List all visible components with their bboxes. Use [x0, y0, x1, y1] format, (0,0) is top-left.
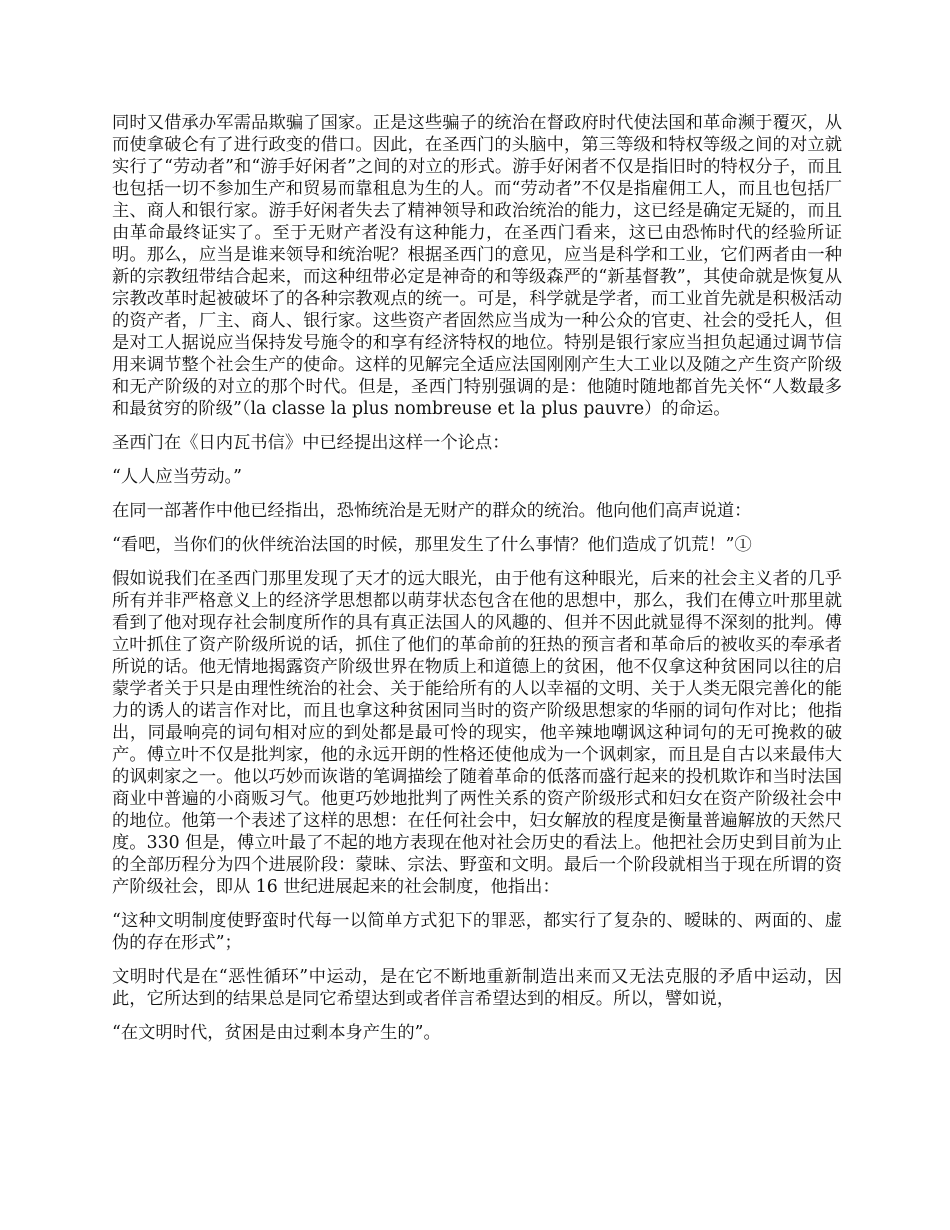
paragraph-fourier-critique: 假如说我们在圣西门那里发现了天才的远大眼光，由于他有这种眼光，后来的社会主义者的几乎所有并非严格意义上的经济学思想都以萌芽状态包含在他的思想中，那么，我们在傅立叶那里就看到了他对现存社会制度所作的具有真正法国人的风趣的、但并不因此就显得不深刻的批判。傅立叶抓住了资产阶级所说的话，抓住了他们的革命前的狂热的预言者和革命后的被收买的奉承者所说的话。他无情地揭露资产阶级世界在物质上和道德上的贫困，他不仅拿这种贫困同以往的启蒙学者关于只是由理性统治的社会、关于能给所有的人以幸福的文明、关于人类无限完善化的能力的诱人的诺言作对比，而且也拿这种贫困同当时的资产阶级思想家的华丽的词句作对比；他指出，同最响亮的词句相对应的到处都是最可怜的现实，他辛辣地嘲讽这种词句的无可挽救的破产。傅立叶不仅是批判家，他的永远开朗的性格还使他成为一个讽刺家，而且是自古以来最伟大的讽刺家之一。他以巧妙而诙谐的笔调描绘了随着革命的低落而盛行起来的投机欺诈和当时法国商业中普遍的小商贩习气。他更巧妙地批判了两性关系的资产阶级形式和妇女在资产阶级社会中的地位。他第一个表述了这样的思想：在任何社会中，妇女解放的程度是衡量普遍解放的天然尺度。330 但是，傅立叶最了不起的地方表现在他对社会历史的看法上。他把社会历史到目前为止的全部历程分为四个进展阶段：蒙昧、宗法、野蛮和文明。最后一个阶段就相当于现在所谓的资产阶级社会，即从 16 世纪进展起来的社会制度，他指出： — [112, 569, 842, 897]
paragraph-reign-of-terror: 在同一部著作中他已经指出，恐怖统治是无财产的群众的统治。他向他们高声说道： — [112, 501, 752, 521]
quote-famine: “看吧，当你们的伙伴统治法国的时候，那里发生了什么事情？他们造成了饥荒！”① — [112, 535, 752, 555]
paragraph-geneva-letters: 圣西门在《日内瓦书信》中已经提出这样一个论点： — [112, 433, 510, 453]
document-page — [112, 112, 842, 1056]
paragraph-saint-simon-critique: 同时又借承办军需品欺骗了国家。正是这些骗子的统治在督政府时代使法国和革命濒于覆灭，从而使拿破仑有了进行政变的借口。因此，在圣西门的头脑中，第三等级和特权等级之间的对立就实行了“劳动者”和“游手好闲者”之间的对立的形式。游手好闲者不仅是指旧时的特权分子，而且也包括一切不参加生产和贸易而靠租息为生的人。而“劳动者”不仅是指雇佣工人，而且也包括厂主、商人和银行家。游手好闲者失去了精神领导和政治统治的能力，这已经是确定无疑的，而且由革命最终证实了。至于无财产者没有这种能力，在圣西门看来，这已由恐怖时代的经验所证明。那么，应当是谁来领导和统治呢？根据圣西门的意见，应当是科学和工业，它们两者由一种新的宗教纽带结合起来，而这种纽带必定是神奇的和等级森严的“新基督教”，其使命就是恢复从宗教改革时起被破坏了的各种宗教观点的统一。可是，科学就是学者，而工业首先就是积极活动的资产者，厂主、商人、银行家。这些资产者固然应当成为一种公众的官吏、社会的受托人，但是对工人据说应当保持发号施令的和享有经济特权的地位。特别是银行家应当担负起通过调节信用来调节整个社会生产的使命。这样的见解完全适应法国刚刚产生大工业以及随之产生资产阶级和无产阶级的对立的那个时代。但是，圣西门特别强调的是：他随时随地都首先关怀“人数最多和最贫穷的阶级”（la classe la plus nombreuse et la plus pauvre）的命运。 — [112, 113, 842, 419]
quote-poverty-from-abundance: “在文明时代，贫困是由过剩本身产生的”。 — [112, 1023, 441, 1043]
quote-civilization-system: “这种文明制度使野蛮时代每一以简单方式犯下的罪恶，都实行了复杂的、暧昧的、两面的、虚伪的存在形式”； — [112, 911, 842, 953]
quote-everyone-should-work: “人人应当劳动。” — [112, 467, 242, 487]
paragraph-vicious-circle: 文明时代是在“恶性循环”中运动，是在它不断地重新制造出来而又无法克服的矛盾中运动，因此，它所达到的结果总是同它希望达到或者佯言希望达到的相反。所以，譬如说， — [112, 967, 842, 1009]
